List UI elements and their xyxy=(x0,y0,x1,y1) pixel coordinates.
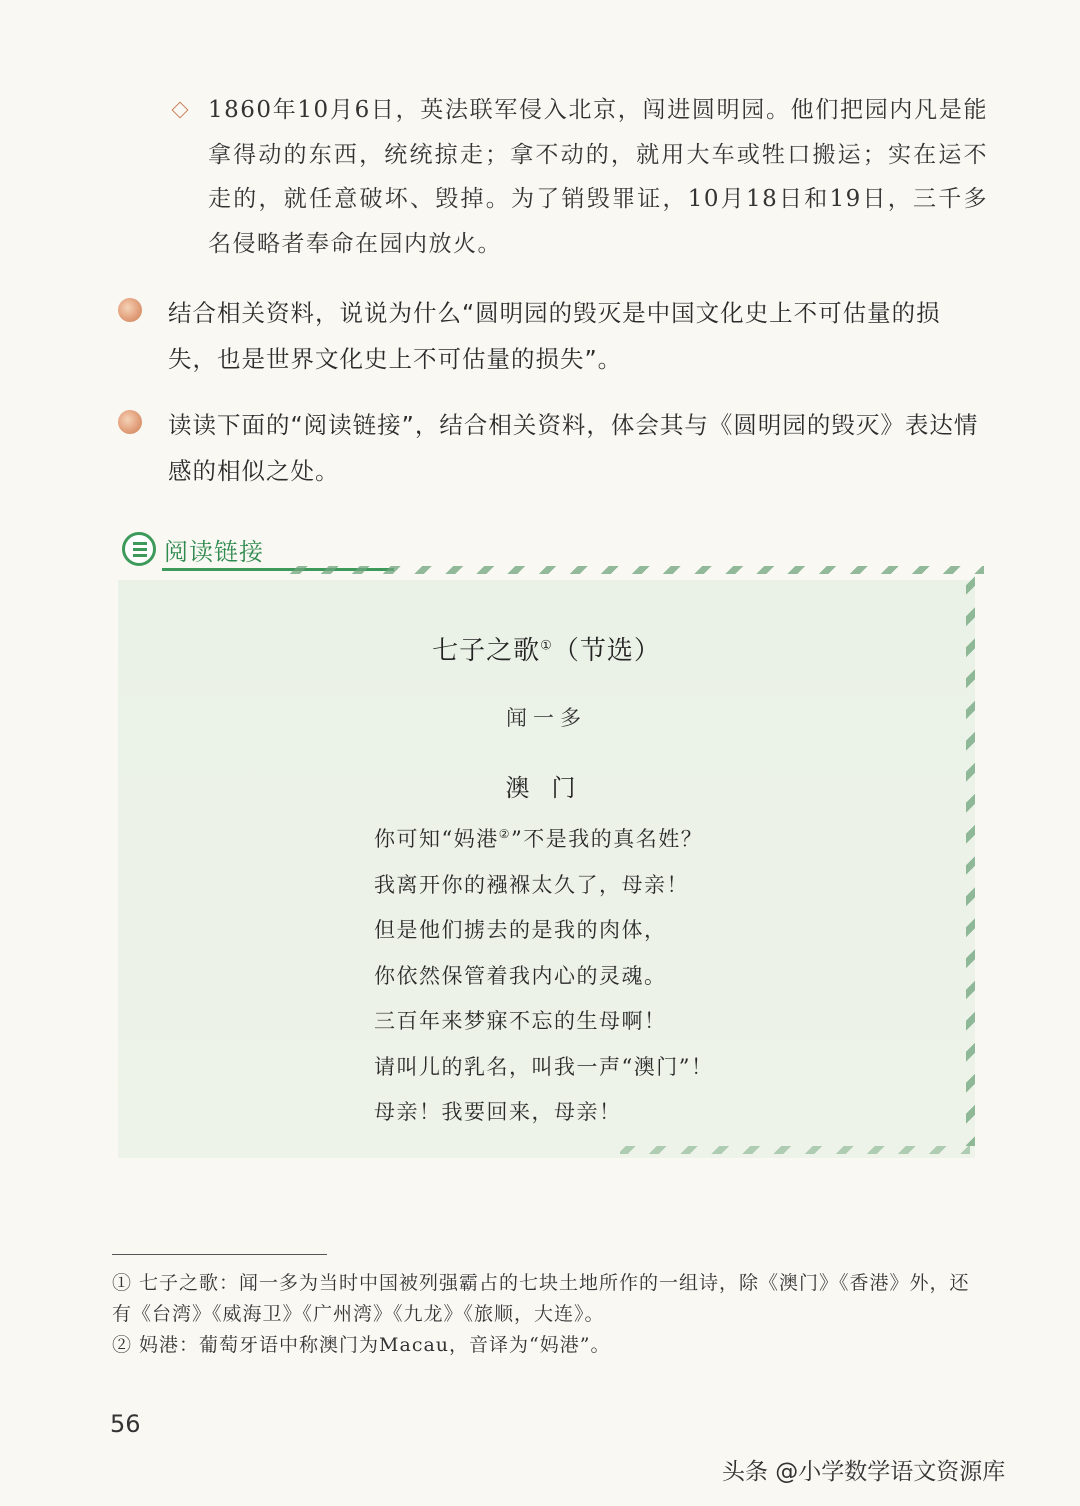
poem-line: 我离开你的襁褓太久了，母亲！ xyxy=(374,872,689,897)
poem-line: 但是他们掳去的是我的肉体， xyxy=(374,918,667,942)
poem-line: 请叫儿的乳名，叫我一声“澳门”！ xyxy=(374,1054,714,1079)
footnote-1: ① 七子之歌：闻一多为当时中国被列强霸占的七块土地所作的一组诗，除《澳门》《香港》外，还有《台湾》《威海卫》《广州湾》《九龙》《旅顺，大连》。 xyxy=(112,1272,970,1325)
poem-title: 七子之歌①（节选） xyxy=(432,636,661,666)
question-2-text: 读读下面的“阅读链接”，结合相关资料，体会其与《圆明园的毁灭》表达情感的相似之处。 xyxy=(168,411,979,485)
footnotes xyxy=(112,1268,982,1361)
bullet-dot-icon xyxy=(118,410,142,434)
poem-line: 你依然保管着我内心的灵魂。 xyxy=(374,963,667,988)
page-number: 56 xyxy=(110,1410,141,1438)
poem-line: 三百年来梦寐不忘的生母啊！ xyxy=(374,1009,667,1033)
airmail-border-bottom xyxy=(620,1146,970,1154)
bullet-dot-icon xyxy=(118,298,142,322)
footnote-marker: ② xyxy=(498,827,512,841)
watermark: 头条 @小学数学语文资源库 xyxy=(722,1459,1006,1485)
reading-link-label: 阅读链接 xyxy=(164,538,264,566)
diamond-bullet-icon xyxy=(172,102,189,119)
airmail-border-top xyxy=(284,566,984,574)
poem-author: 闻一多 xyxy=(506,706,587,730)
history-note-text: 1860年10月6日，英法联军侵入北京，闯进圆明园。他们把园内凡是能拿得动的东西，统统掠走；拿不动的，就用大车或牲口搬运；实在运不走的，就任意破坏、毁掉。为了销毁罪证，10月18日和19日，三千多名侵略者奉命在园内放火。 xyxy=(208,97,988,257)
footnote-marker: ① xyxy=(540,638,553,654)
poem-subtitle: 澳门 xyxy=(505,774,598,802)
footnote-2: ② 妈港：葡萄牙语中称澳门为Macau，音译为“妈港”。 xyxy=(112,1334,611,1356)
book-icon xyxy=(122,532,156,566)
question-1-text: 结合相关资料，说说为什么“圆明园的毁灭是中国文化史上不可估量的损失，也是世界文化史上不可估量的损失”。 xyxy=(168,299,941,373)
footnote-rule xyxy=(112,1254,327,1255)
poem-line: 母亲！我要回来，母亲！ xyxy=(374,1100,622,1124)
poem-body xyxy=(374,812,934,1136)
poem-line: 你可知“妈港②”不是我的真名姓？ xyxy=(374,827,704,851)
